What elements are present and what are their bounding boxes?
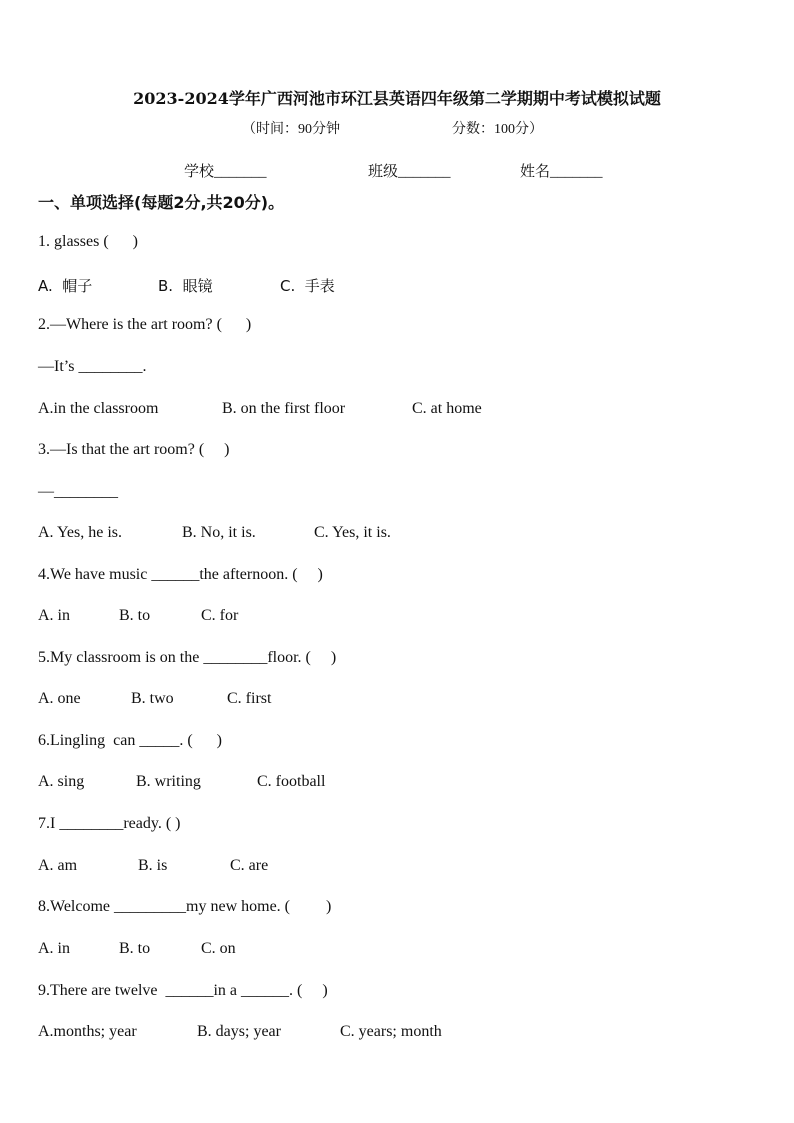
question-3-option-b[interactable]: B. No, it is. [182, 524, 256, 541]
question-3-option-c[interactable]: C. Yes, it is. [314, 524, 391, 541]
question-4-option-b[interactable]: B. to [119, 607, 151, 624]
question-5-option-b[interactable]: B. two [131, 690, 174, 707]
question-5-stem: 5.My classroom is on the ________floor. ( ) [38, 649, 337, 666]
question-8-option-a[interactable]: A. in [38, 940, 70, 957]
question-6-stem: 6.Lingling can _____. ( ) [38, 732, 222, 749]
name-field[interactable]: 姓名_______ [520, 164, 603, 180]
question-9-stem: 9.There are twelve ______in a ______. ( ) [38, 982, 328, 999]
question-3-answer-line: —________ [38, 483, 118, 500]
question-5-option-a[interactable]: A. one [38, 690, 81, 707]
question-6-option-b[interactable]: B. writing [136, 773, 201, 790]
question-2-answer-line: —It’s ________. [38, 358, 147, 375]
question-2-stem: 2.—Where is the art room? ( ) [38, 316, 252, 333]
class-field[interactable]: 班级_______ [368, 164, 451, 180]
question-1-option-b[interactable]: B. 眼镜 [158, 277, 213, 295]
question-9-option-b[interactable]: B. days; year [197, 1023, 281, 1040]
question-6-option-c[interactable]: C. football [257, 773, 326, 790]
question-3-option-a[interactable]: A. Yes, he is. [38, 524, 123, 541]
question-1-option-a[interactable]: A. 帽子 [38, 277, 93, 295]
exam-time: （时间：90分钟 [242, 122, 340, 137]
question-4-option-a[interactable]: A. in [38, 607, 70, 624]
question-7-stem: 7.I ________ready. ( ) [38, 815, 181, 832]
question-5-option-c[interactable]: C. first [227, 690, 272, 707]
question-8-option-c[interactable]: C. on [201, 940, 236, 957]
question-9-option-a[interactable]: A.months; year [38, 1023, 137, 1040]
question-3-stem: 3.—Is that the art room? ( ) [38, 441, 230, 458]
question-9-option-c[interactable]: C. years; month [340, 1023, 442, 1040]
question-8-option-b[interactable]: B. to [119, 940, 151, 957]
question-2-option-b[interactable]: B. on the first floor [222, 400, 346, 417]
section-heading: 一、单项选择(每题2分,共20分)。 [38, 193, 285, 212]
question-4-stem: 4.We have music ______the afternoon. ( ) [38, 566, 323, 583]
question-4-option-c[interactable]: C. for [201, 607, 239, 624]
question-2-option-c[interactable]: C. at home [412, 400, 482, 417]
question-1-stem: 1. glasses ( ) [38, 233, 138, 250]
question-1-option-c[interactable]: C. 手表 [280, 277, 335, 295]
exam-title: 2023-2024学年广西河池市环江县英语四年级第二学期期中考试模拟试题 [133, 89, 661, 108]
question-6-option-a[interactable]: A. sing [38, 773, 85, 790]
question-7-option-a[interactable]: A. am [38, 857, 78, 874]
question-8-stem: 8.Welcome _________my new home. ( ) [38, 898, 332, 915]
question-7-option-b[interactable]: B. is [138, 857, 168, 874]
exam-score: 分数：100分） [452, 122, 543, 137]
school-field[interactable]: 学校_______ [184, 164, 267, 180]
question-2-option-a[interactable]: A.in the classroom [38, 400, 159, 417]
question-7-option-c[interactable]: C. are [230, 857, 269, 874]
